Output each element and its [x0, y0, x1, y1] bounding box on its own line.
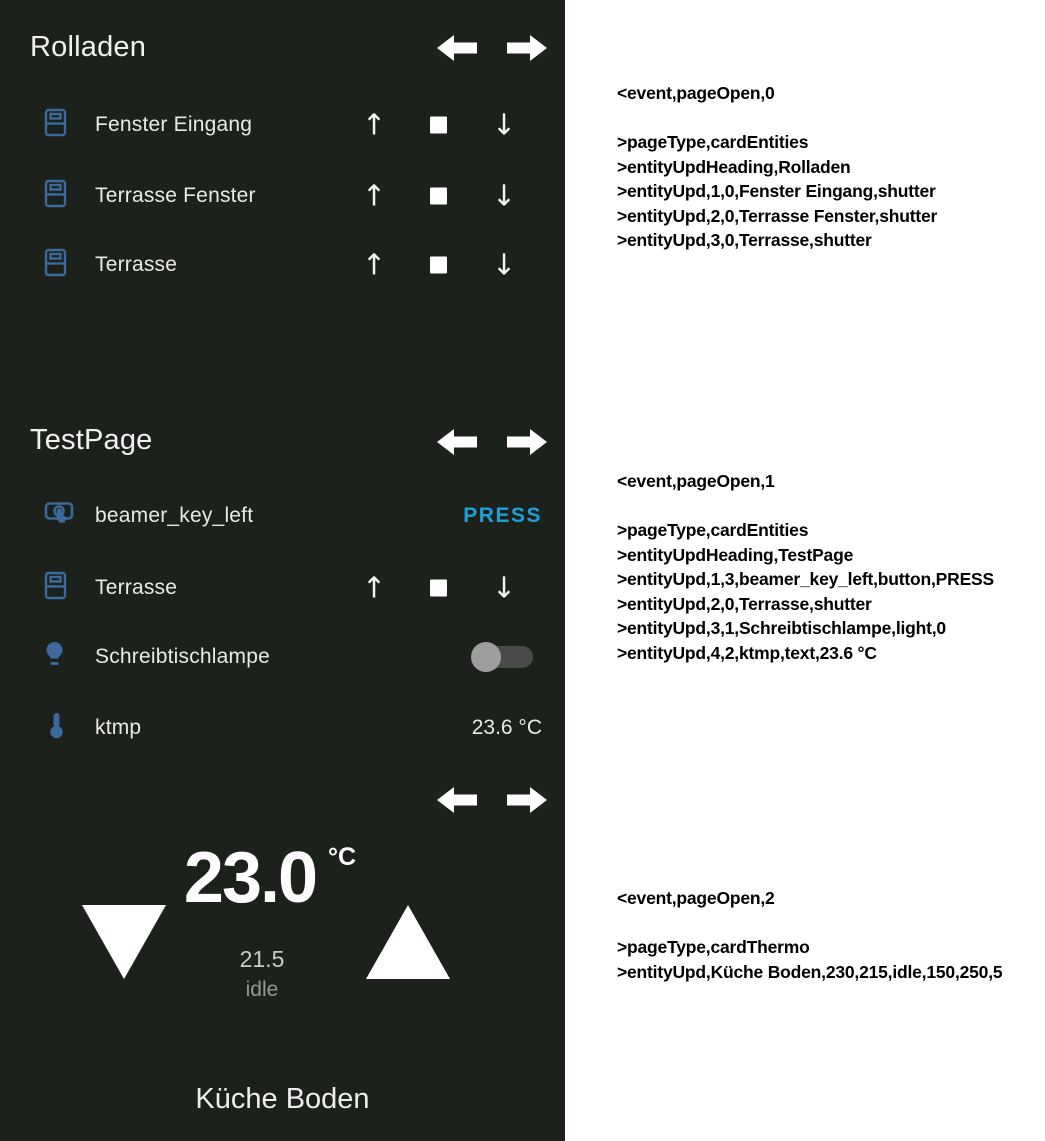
- log-block-page0: [617, 81, 937, 253]
- card1-nav: [437, 33, 547, 65]
- page-next-button[interactable]: [507, 33, 547, 63]
- protocol-log: [565, 0, 1045, 1141]
- log-line: >entityUpd,2,0,Terrasse Fenster,shutter: [617, 205, 938, 226]
- entity-label: Schreibtischlampe: [95, 645, 270, 668]
- log-line: >entityUpd,1,3,beamer_key_left,button,PRESS: [617, 569, 994, 589]
- thermo-target-temp: 21.5: [239, 946, 285, 972]
- card1-heading: Rolladen: [30, 31, 147, 63]
- entity-row: [0, 242, 565, 288]
- arrow-right-icon: [507, 427, 547, 457]
- page-next-button[interactable]: [507, 785, 547, 815]
- shutter-down-button[interactable]: ↓: [491, 178, 517, 213]
- thermo-state: idle: [245, 978, 279, 1001]
- shutter-icon: [44, 179, 67, 213]
- shutter-up-button[interactable]: ↑: [361, 178, 387, 213]
- entity-label: ktmp: [95, 716, 142, 739]
- page-next-button[interactable]: [507, 427, 547, 457]
- arrow-left-icon: [437, 33, 477, 63]
- log-block-page2: [617, 886, 1002, 984]
- log-line: >entityUpd,Küche Boden,230,215,idle,150,250,5: [617, 961, 1003, 982]
- shutter-up-button[interactable]: ↑: [361, 247, 387, 282]
- shutter-stop-button[interactable]: [430, 188, 447, 205]
- shutter-stop-button[interactable]: [430, 117, 447, 134]
- triangle-down-icon: [82, 905, 166, 979]
- log-event-line: <event,pageOpen,0: [617, 83, 775, 103]
- arrow-right-icon: [507, 33, 547, 63]
- log-line: >pageType,cardEntities: [617, 520, 809, 540]
- card2-heading: TestPage: [30, 424, 153, 456]
- entity-row: [0, 634, 565, 680]
- entity-label: Terrasse: [95, 253, 178, 276]
- entity-row: [0, 565, 565, 611]
- log-line: >entityUpd,1,0,Fenster Eingang,shutter: [617, 181, 936, 201]
- card2-nav: [437, 427, 547, 459]
- temp-decrease-button[interactable]: [82, 905, 166, 984]
- log-line: >pageType,cardThermo: [617, 937, 810, 957]
- thermometer-icon: [49, 712, 64, 744]
- shutter-down-button[interactable]: ↓: [491, 570, 517, 605]
- entity-label: Fenster Eingang: [95, 113, 253, 136]
- arrow-left-icon: [437, 427, 477, 457]
- press-button[interactable]: PRESS: [463, 504, 542, 527]
- entity-row: [0, 493, 565, 539]
- card3-nav: [437, 785, 547, 817]
- page-prev-button[interactable]: [437, 785, 477, 815]
- shutter-icon: [44, 248, 67, 282]
- entity-row: [0, 173, 565, 219]
- sensor-value: 23.6 °C: [471, 716, 542, 739]
- entity-label: Terrasse: [95, 576, 178, 599]
- arrow-left-icon: [437, 785, 477, 815]
- shutter-stop-button[interactable]: [430, 257, 447, 274]
- shutter-up-button[interactable]: ↑: [361, 570, 387, 605]
- arrow-right-icon: [507, 785, 547, 815]
- log-line: >pageType,cardEntities: [617, 132, 809, 152]
- page-prev-button[interactable]: [437, 33, 477, 63]
- shutter-down-button[interactable]: ↓: [491, 247, 517, 282]
- toggle-knob: [471, 642, 501, 672]
- gesture-tap-button-icon: [44, 500, 74, 533]
- page-prev-button[interactable]: [437, 427, 477, 457]
- thermo-unit: °C: [328, 843, 357, 871]
- temp-increase-button[interactable]: [366, 905, 450, 984]
- log-line: >entityUpdHeading,TestPage: [617, 544, 854, 565]
- shutter-down-button[interactable]: ↓: [491, 107, 517, 142]
- log-line: >entityUpd,2,0,Terrasse,shutter: [617, 593, 872, 614]
- log-line: >entityUpd,4,2,ktmp,text,23.6 °C: [617, 642, 877, 663]
- log-event-line: <event,pageOpen,1: [617, 471, 775, 491]
- light-toggle-switch[interactable]: [473, 646, 533, 668]
- log-line: >entityUpd,3,0,Terrasse,shutter: [617, 230, 872, 250]
- thermo-entity-name: Küche Boden: [195, 1083, 370, 1115]
- log-block-page1: [617, 469, 994, 665]
- shutter-stop-button[interactable]: [430, 580, 447, 597]
- entity-label: beamer_key_left: [95, 504, 254, 527]
- log-event-line: <event,pageOpen,2: [617, 888, 775, 908]
- triangle-up-icon: [366, 905, 450, 979]
- lightbulb-icon: [44, 641, 65, 673]
- shutter-icon: [44, 108, 67, 142]
- shutter-icon: [44, 571, 67, 605]
- shutter-up-button[interactable]: ↑: [361, 107, 387, 142]
- entity-row: [0, 102, 565, 148]
- log-line: >entityUpd,3,1,Schreibtischlampe,light,0: [617, 618, 946, 638]
- entity-row: [0, 705, 565, 751]
- entity-label: Terrasse Fenster: [95, 184, 256, 207]
- thermo-current-temp: 23.0: [183, 838, 317, 918]
- log-line: >entityUpdHeading,Rolladen: [617, 156, 851, 177]
